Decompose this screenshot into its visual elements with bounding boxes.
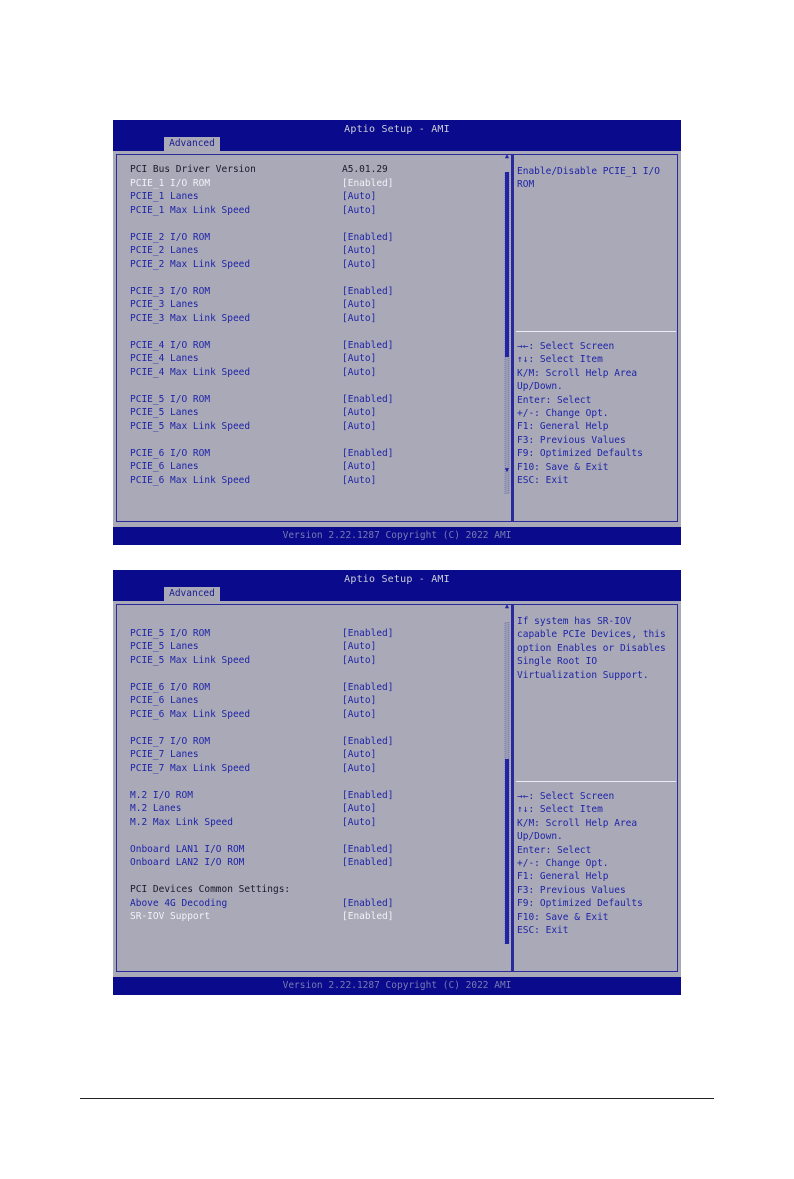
scroll-down-arrow-icon[interactable]: ▼ bbox=[504, 916, 510, 924]
key-hint: K/M: Scroll Help Area bbox=[517, 367, 638, 379]
setting-label: PCIE_6 I/O ROM bbox=[130, 682, 211, 693]
scroll-up-arrow-icon[interactable]: ▲ bbox=[504, 152, 510, 160]
key-hint: F1: General Help bbox=[517, 421, 609, 433]
setting-label: PCIE_2 Max Link Speed bbox=[130, 259, 251, 270]
tab-advanced[interactable]: Advanced bbox=[164, 587, 220, 601]
tab-advanced[interactable]: Advanced bbox=[164, 137, 220, 151]
setting-label: PCI Devices Common Settings: bbox=[130, 884, 291, 895]
key-legend bbox=[517, 790, 675, 937]
key-hint: Enter: Select bbox=[517, 394, 592, 406]
footer-bar bbox=[113, 527, 681, 545]
key-hint: ESC: Exit bbox=[517, 475, 569, 487]
scroll-down-arrow-icon[interactable]: ▼ bbox=[504, 466, 510, 474]
setting-value: [Auto] bbox=[342, 695, 377, 706]
footer-bar bbox=[113, 977, 681, 995]
setting-label: M.2 Lanes bbox=[130, 803, 182, 814]
app-title: Aptio Setup - AMI bbox=[344, 124, 450, 135]
key-hint: F10: Save & Exit bbox=[517, 461, 609, 473]
setting-value: [Enabled] bbox=[342, 232, 394, 243]
setting-value: [Enabled] bbox=[342, 340, 394, 351]
setting-label: M.2 I/O ROM bbox=[130, 790, 193, 801]
setting-label: Above 4G Decoding bbox=[130, 898, 228, 909]
setting-label: PCIE_5 Max Link Speed bbox=[130, 655, 251, 666]
setting-label: M.2 Max Link Speed bbox=[130, 817, 233, 828]
setting-value: [Auto] bbox=[342, 475, 377, 486]
help-line: Virtualization Support. bbox=[517, 669, 649, 681]
setting-label: PCIE_1 I/O ROM bbox=[130, 178, 211, 189]
setting-label: PCI Bus Driver Version bbox=[130, 164, 256, 175]
setting-value: [Auto] bbox=[342, 461, 377, 472]
bios-screen-pci-settings-top bbox=[113, 120, 681, 545]
key-hint: Up/Down. bbox=[517, 831, 563, 843]
setting-value: [Enabled] bbox=[342, 448, 394, 459]
help-separator bbox=[516, 331, 676, 332]
help-separator bbox=[516, 781, 676, 782]
key-hint: +/-: Change Opt. bbox=[517, 408, 609, 420]
key-hint: F3: Previous Values bbox=[517, 434, 626, 446]
setting-label: PCIE_6 I/O ROM bbox=[130, 448, 211, 459]
setting-label: PCIE_1 Max Link Speed bbox=[130, 205, 251, 216]
setting-value: [Auto] bbox=[342, 313, 377, 324]
setting-value: [Enabled] bbox=[342, 736, 394, 747]
scrollbar[interactable] bbox=[504, 622, 510, 944]
footer-version: Version 2.22.1287 Copyright (C) 2022 AMI bbox=[282, 980, 512, 991]
scroll-up-arrow-icon[interactable]: ▲ bbox=[504, 602, 510, 610]
setting-label: PCIE_5 I/O ROM bbox=[130, 394, 211, 405]
setting-value: [Auto] bbox=[342, 353, 377, 364]
key-hint: ↑↓: Select Item bbox=[517, 804, 603, 816]
setting-value: [Auto] bbox=[342, 749, 377, 760]
setting-label: PCIE_4 Max Link Speed bbox=[130, 367, 251, 378]
main-panel bbox=[113, 601, 681, 977]
help-line: ROM bbox=[517, 179, 535, 191]
setting-label: PCIE_5 I/O ROM bbox=[130, 628, 211, 639]
setting-label: PCIE_7 Max Link Speed bbox=[130, 763, 251, 774]
setting-value: A5.01.29 bbox=[342, 164, 388, 175]
setting-value: [Enabled] bbox=[342, 857, 394, 868]
key-hint: F9: Optimized Defaults bbox=[517, 448, 643, 460]
setting-value: [Enabled] bbox=[342, 898, 394, 909]
setting-label: PCIE_6 Lanes bbox=[130, 461, 199, 472]
key-hint: K/M: Scroll Help Area bbox=[517, 817, 638, 829]
setting-label: PCIE_5 Lanes bbox=[130, 641, 199, 652]
setting-label: PCIE_4 I/O ROM bbox=[130, 340, 211, 351]
setting-value: [Auto] bbox=[342, 407, 377, 418]
setting-value: [Enabled] bbox=[342, 394, 394, 405]
setting-value: [Enabled] bbox=[342, 628, 394, 639]
key-hint: ESC: Exit bbox=[517, 925, 569, 937]
setting-label: PCIE_3 Max Link Speed bbox=[130, 313, 251, 324]
setting-label: PCIE_5 Max Link Speed bbox=[130, 421, 251, 432]
help-line: option Enables or Disables bbox=[517, 642, 666, 654]
setting-label: PCIE_7 Lanes bbox=[130, 749, 199, 760]
key-hint: Up/Down. bbox=[517, 381, 563, 393]
setting-label: PCIE_6 Max Link Speed bbox=[130, 709, 251, 720]
key-hint: →←: Select Screen bbox=[517, 791, 615, 802]
setting-label: PCIE_7 I/O ROM bbox=[130, 736, 211, 747]
page-footer-rule bbox=[80, 1098, 714, 1099]
setting-label: PCIE_2 I/O ROM bbox=[130, 232, 211, 243]
item-help-text bbox=[517, 165, 675, 192]
setting-value: [Auto] bbox=[342, 709, 377, 720]
title-bar bbox=[113, 120, 681, 151]
key-hint: Enter: Select bbox=[517, 844, 592, 856]
setting-value: [Auto] bbox=[342, 205, 377, 216]
scrollbar-thumb[interactable] bbox=[505, 172, 509, 357]
setting-value: [Enabled] bbox=[342, 844, 394, 855]
setting-label: PCIE_2 Lanes bbox=[130, 245, 199, 256]
setting-value: [Enabled] bbox=[342, 682, 394, 693]
setting-value: [Auto] bbox=[342, 641, 377, 652]
setting-value: [Auto] bbox=[342, 245, 377, 256]
setting-label: PCIE_5 Lanes bbox=[130, 407, 199, 418]
key-hint: +/-: Change Opt. bbox=[517, 858, 609, 870]
key-hint: F10: Save & Exit bbox=[517, 911, 609, 923]
scrollbar[interactable] bbox=[504, 172, 510, 494]
key-hint: →←: Select Screen bbox=[517, 341, 615, 352]
help-line: Enable/Disable PCIE_1 I/O bbox=[517, 166, 660, 177]
title-bar bbox=[113, 570, 681, 601]
setting-label: PCIE_3 I/O ROM bbox=[130, 286, 211, 297]
setting-label: PCIE_6 Lanes bbox=[130, 695, 199, 706]
footer-version: Version 2.22.1287 Copyright (C) 2022 AMI bbox=[282, 530, 512, 541]
help-line: capable PCIe Devices, this bbox=[517, 629, 666, 641]
setting-value: [Enabled] bbox=[342, 911, 394, 922]
setting-label: PCIE_6 Max Link Speed bbox=[130, 475, 251, 486]
setting-value: [Auto] bbox=[342, 299, 377, 310]
setting-value: [Enabled] bbox=[342, 178, 394, 189]
key-hint: F9: Optimized Defaults bbox=[517, 898, 643, 910]
key-hint: ↑↓: Select Item bbox=[517, 354, 603, 366]
setting-value: [Auto] bbox=[342, 421, 377, 432]
app-title: Aptio Setup - AMI bbox=[344, 574, 450, 585]
bios-screen-pci-settings-bottom bbox=[113, 570, 681, 995]
main-panel bbox=[113, 151, 681, 527]
setting-label: PCIE_1 Lanes bbox=[130, 191, 199, 202]
setting-label: Onboard LAN1 I/O ROM bbox=[130, 844, 245, 855]
setting-value: [Auto] bbox=[342, 367, 377, 378]
setting-value: [Auto] bbox=[342, 191, 377, 202]
setting-value: [Auto] bbox=[342, 259, 377, 270]
help-line: Single Root IO bbox=[517, 656, 598, 668]
setting-label: PCIE_4 Lanes bbox=[130, 353, 199, 364]
item-help-text bbox=[517, 615, 675, 682]
setting-label: Onboard LAN2 I/O ROM bbox=[130, 857, 245, 868]
setting-value: [Enabled] bbox=[342, 790, 394, 801]
setting-value: [Enabled] bbox=[342, 286, 394, 297]
setting-value: [Auto] bbox=[342, 655, 377, 666]
setting-label: PCIE_3 Lanes bbox=[130, 299, 199, 310]
setting-value: [Auto] bbox=[342, 763, 377, 774]
setting-value: [Auto] bbox=[342, 817, 377, 828]
key-legend bbox=[517, 340, 675, 487]
setting-value: [Auto] bbox=[342, 803, 377, 814]
setting-label: SR-IOV Support bbox=[130, 911, 211, 922]
help-line: If system has SR-IOV bbox=[517, 616, 632, 627]
key-hint: F1: General Help bbox=[517, 871, 609, 883]
key-hint: F3: Previous Values bbox=[517, 884, 626, 896]
